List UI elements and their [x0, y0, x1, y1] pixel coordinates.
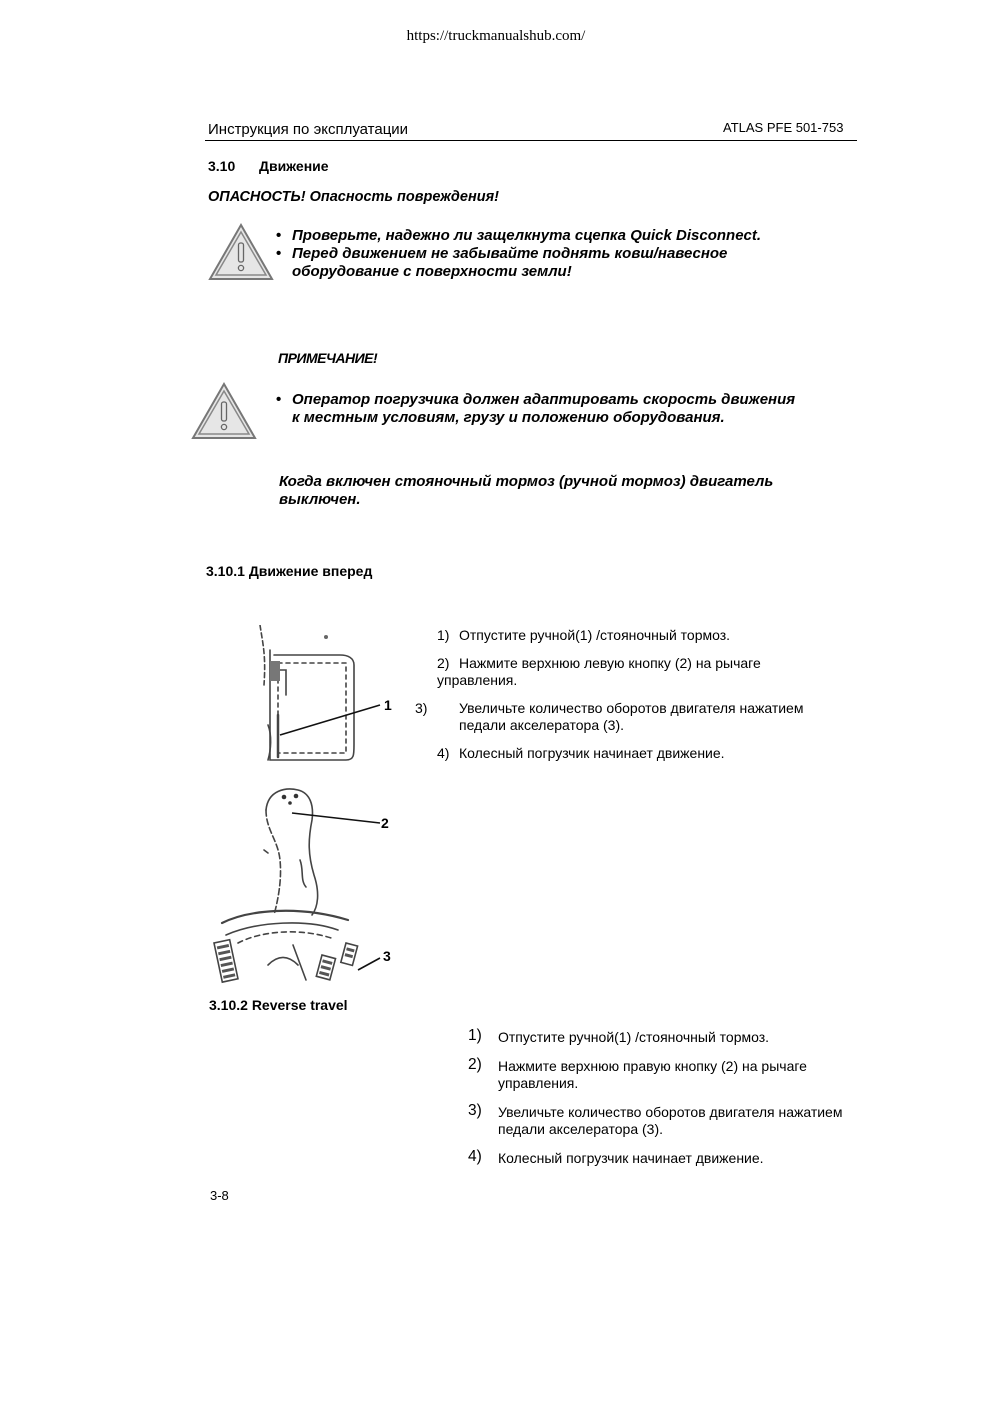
step-text: Отпустите ручной(1) /стояночный тормоз. [498, 1029, 770, 1045]
step-text: Нажмите верхнюю левую кнопку (2) на рычаге управления. [437, 655, 761, 688]
reverse-steps [466, 1029, 846, 1179]
step-item [437, 627, 817, 644]
note-list [276, 391, 796, 427]
section-title-text: Движение [259, 158, 329, 174]
figure-callout: 2 [381, 815, 389, 831]
step-number: 1) [437, 627, 450, 643]
step-number: 3) [468, 1102, 482, 1119]
step-text: Колесный погрузчик начинает движение. [498, 1150, 764, 1166]
header-document-title: Инструкция по эксплуатации [208, 121, 409, 138]
step-text: Нажмите верхнюю правую кнопку (2) на рычаге управления. [498, 1058, 807, 1091]
step-number: 4) [437, 745, 450, 761]
header-model: ATLAS PFE 501-753 [723, 120, 844, 135]
note-text: Когда включен стояночный тормоз (ручной тормоз) двигатель выключен. [279, 473, 774, 508]
step-item [466, 1150, 846, 1167]
step-number: 4) [468, 1148, 482, 1165]
warning-triangle-icon [191, 382, 257, 445]
figure-callout: 3 [383, 948, 391, 964]
step-item [466, 1104, 846, 1138]
source-url[interactable]: https://truckmanualshub.com/ [406, 28, 586, 44]
section-title [208, 158, 329, 174]
step-item [415, 700, 817, 734]
warning-triangle-icon [208, 223, 274, 286]
step-number: 3) [415, 700, 428, 716]
step-text: Колесный погрузчик начинает движение. [459, 745, 725, 761]
step-number: 2) [468, 1056, 482, 1073]
step-item [437, 655, 817, 689]
step-text: Отпустите ручной(1) /стояночный тормоз. [459, 627, 731, 643]
header-rule [205, 140, 857, 141]
forward-steps [415, 627, 817, 773]
step-item [437, 745, 817, 762]
page-number: 3-8 [210, 1188, 229, 1203]
step-text: Увеличьте количество оборотов двигателя нажатием педали акселератора (3). [459, 700, 804, 733]
step-item [466, 1029, 846, 1046]
step-number: 2) [437, 655, 450, 671]
danger-heading: ОПАСНОСТЬ! Опасность повреждения! [208, 189, 499, 205]
reverse-subsection-title: 3.10.2 Reverse travel [209, 997, 348, 1013]
danger-item: • Проверьте, надежно ли защелкнута сцепка Quick Disconnect. [276, 227, 836, 245]
forward-subsection-title: 3.10.1 Движение вперед [206, 563, 373, 579]
figure-callout: 1 [384, 697, 392, 713]
controls-illustration [208, 625, 396, 987]
danger-list [276, 227, 836, 281]
note-heading: ПРИМЕЧАНИЕ! [278, 350, 378, 366]
step-number: 1) [468, 1027, 482, 1044]
step-item [466, 1058, 846, 1092]
section-number: 3.10 [208, 158, 236, 174]
step-text: Увеличьте количество оборотов двигателя нажатием педали акселератора (3). [498, 1104, 843, 1137]
danger-item: • Перед движением не забывайте поднять ковш/навесное оборудование с поверхности земли! [276, 245, 836, 281]
note-item: • Оператор погрузчика должен адаптировать скорость движения к местным условиям, грузу и положению оборудования. [276, 391, 796, 427]
